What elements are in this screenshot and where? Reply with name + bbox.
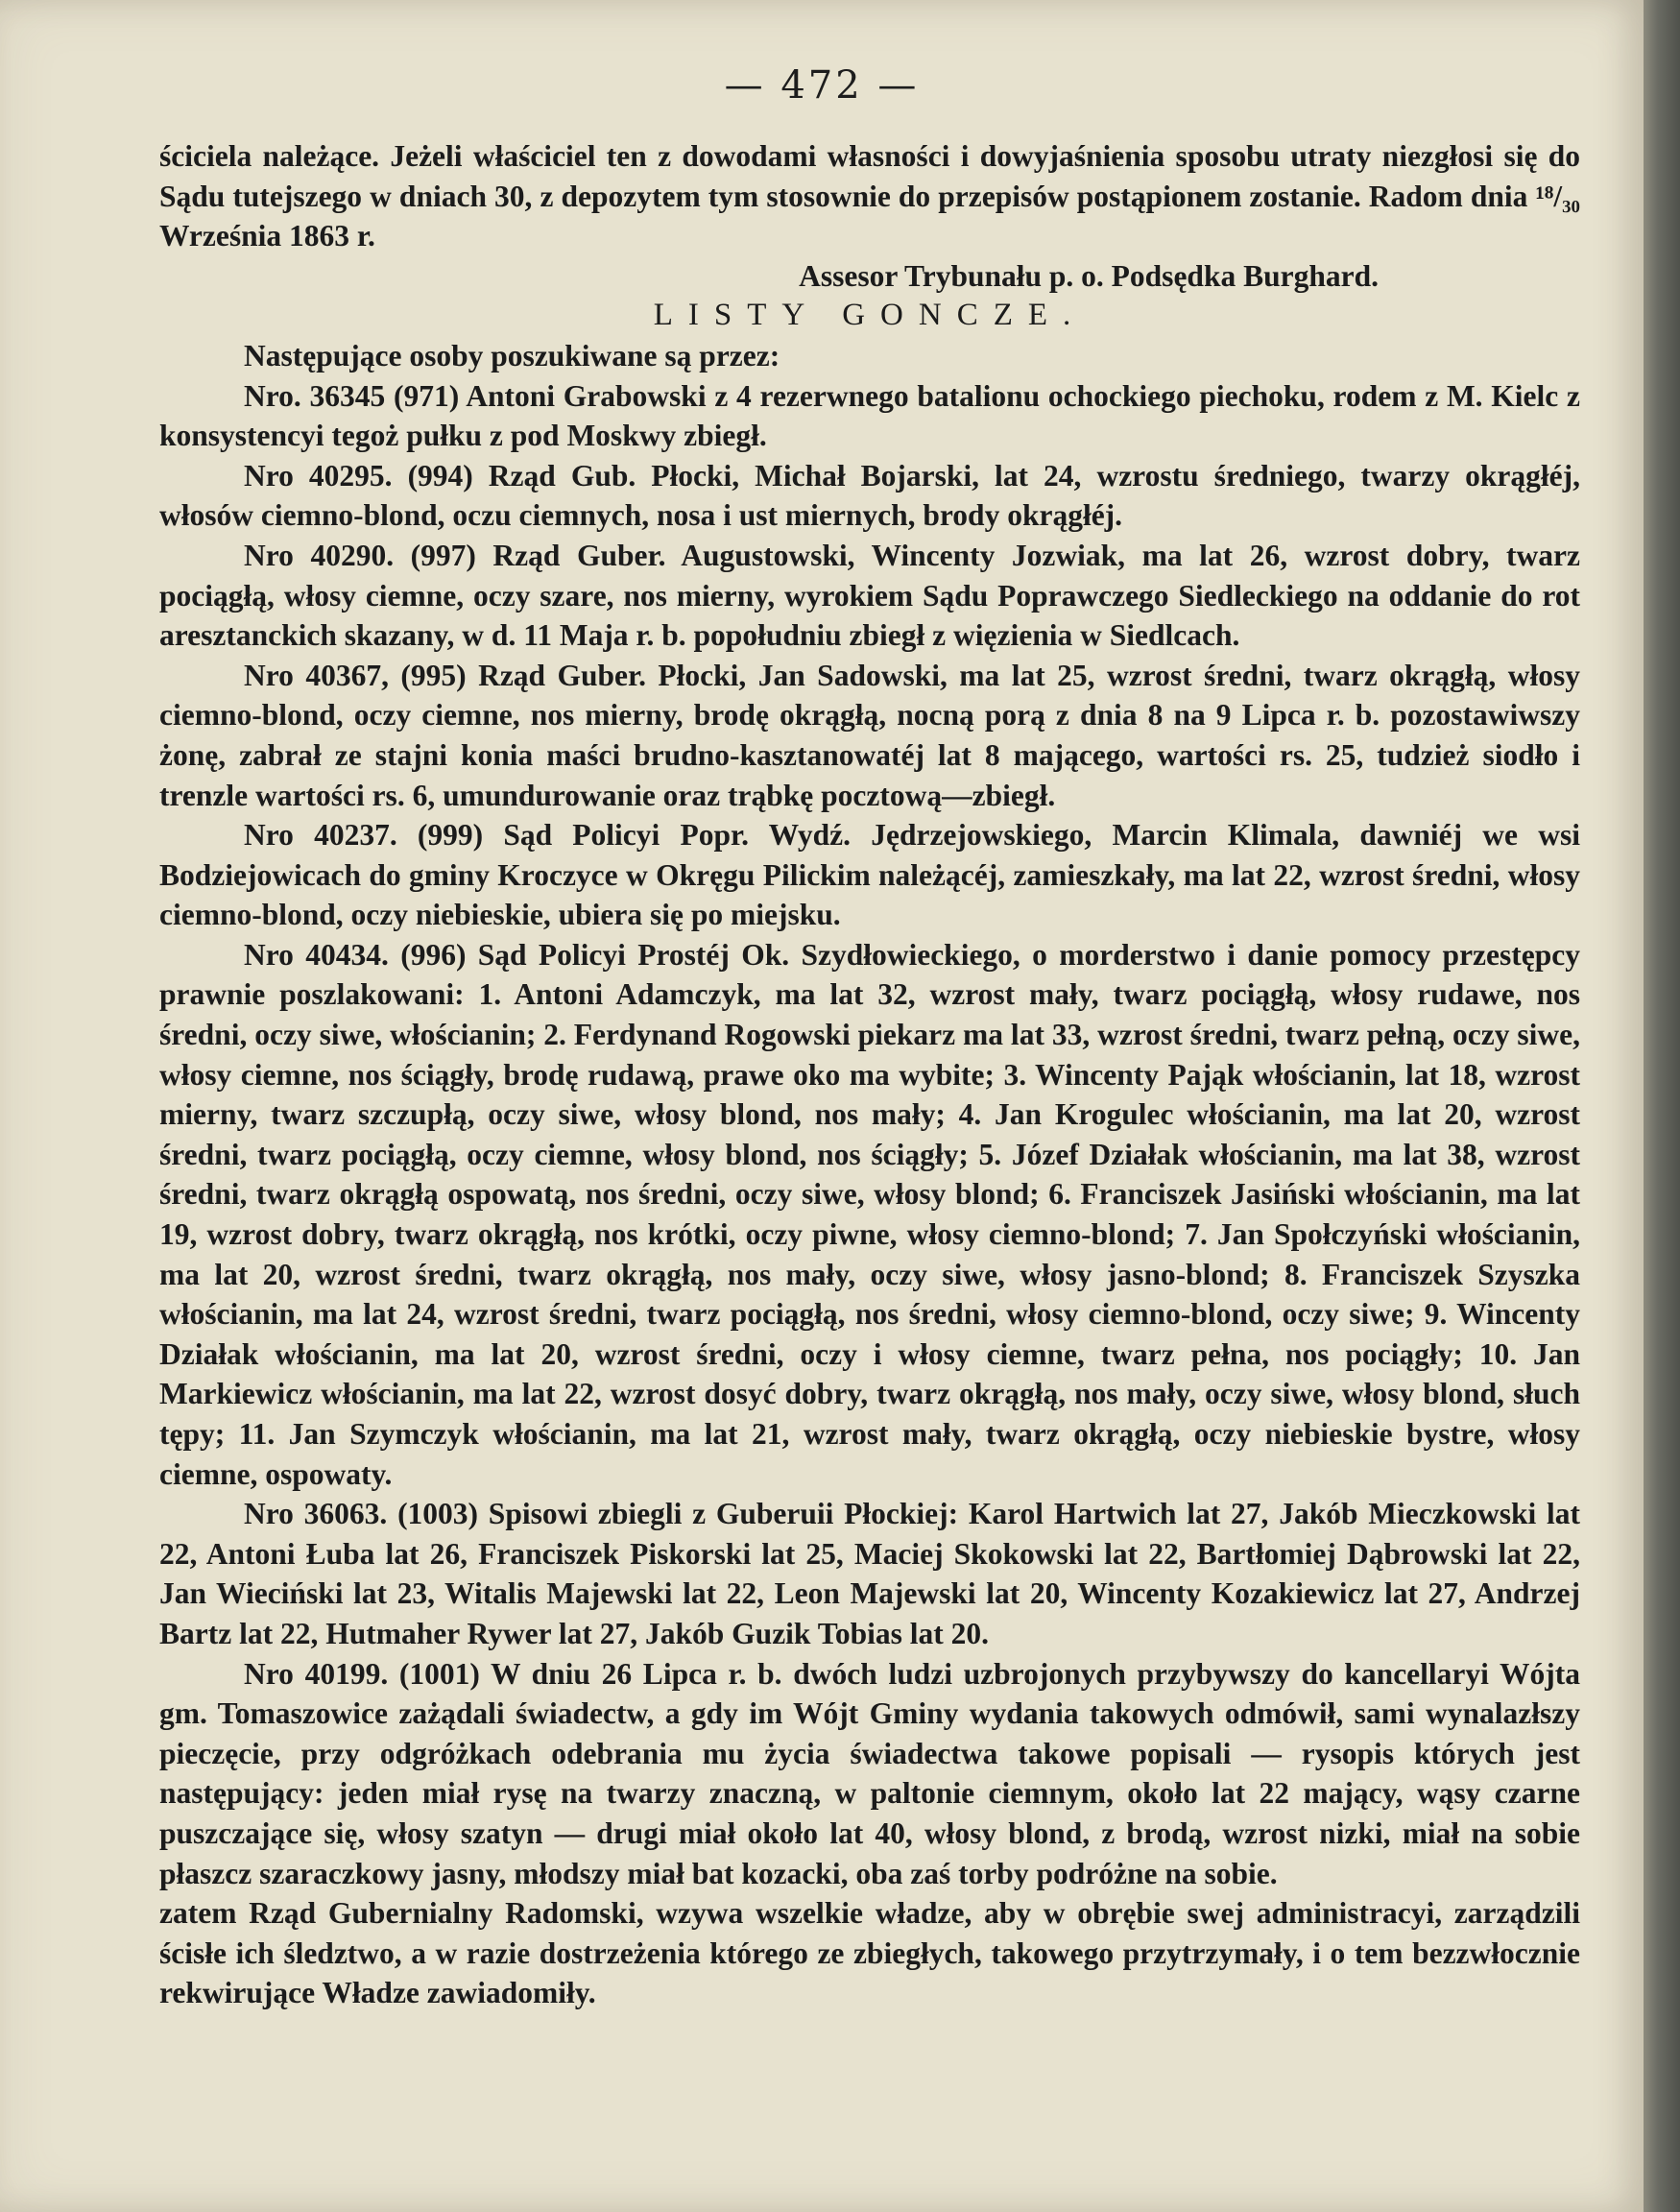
paragraph-entry: Nro 40290. (997) Rząd Guber. Augustowski, Wincenty Jozwiak, ma lat 26, wzrost dobry, twarz pociągłą, włosy ciemne, oczy szare, nos mierny, wyrokiem Sądu Poprawczego Siedleckiego na oddanie do rot aresztanckich skazany, w d. 11 Maja r. b. popołudniu zbiegł z więzienia w Siedlcach.: [159, 538, 1580, 653]
paragraph-entry: Nro 36063. (1003) Spisowi zbiegli z Guberuii Płockiej: Karol Hartwich lat 27, Jakób Mieczkowski lat 22, Antoni Łuba lat 26, Franciszek Piskorski lat 25, Maciej Skokowski lat 22, Bartłomiej Dąbrowski lat 22, Jan Wieciński lat 23, Witalis Majewski lat 22, Leon Majewski lat 20, Wincenty Kozakiewicz lat 27, Andrzej Bartz lat 22, Hutmaher Rywer lat 27, Jakób Guzik Tobias lat 20.: [159, 1497, 1580, 1650]
paragraph-intro: Następujące osoby poszukiwane są przez:: [244, 338, 780, 373]
paragraph-closing: zatem Rząd Gubernialny Radomski, wzywa wszelkie władze, aby w obrębie swej administracyi, zarządzili ścisłe ich śledztwo, a w razie dostrzeżenia którego ze zbiegłych, takowego przytrzymały, i o tem bezzwłocznie rekwirujące Władze zawiadomiły.: [159, 1896, 1580, 2010]
page-edge-shadow: [1644, 0, 1680, 2212]
section-heading: LISTY GONCZE.: [653, 298, 1087, 333]
paragraph-entry: Nro 40199. (1001) W dniu 26 Lipca r. b. dwóch ludzi uzbrojonych przybywszy do kancellaryi Wójta gm. Tomaszowice zażądali świadectw, a gdy im Wójt Gminy wydania takowych odmówił, sami wynalazłszy pieczęcie, przy odgróżkach odebrania mu życia świadectwa takowe popisali — rysopis których jest następujący: jeden miał rysę na twarzy znaczną, w paltonie ciemnym, około lat 22 mający, wąsy czarne puszczające się, włosy szatyn — drugi miał około lat 40, włosy blond, z brodą, wzrost nizki, miał na sobie płaszcz szaraczkowy jasny, młodszy miał bat kozacki, oba zaś torby podróżne na sobie.: [159, 1656, 1580, 1890]
paragraph-entry: Nro. 36345 (971) Antoni Grabowski z 4 rezerwnego batalionu ochockiego piechoku, rodem z M. Kielc z konsystencyi tegoż pułku z pod Moskwy zbiegł.: [159, 378, 1580, 453]
document-body: [159, 136, 1580, 2013]
page-number: — 472 —: [724, 63, 920, 108]
paragraph-entry: Nro 40434. (996) Sąd Policyi Prostéj Ok. Szydłowieckiego, o morderstwo i danie pomocy przestępcy prawnie poszlakowani: 1. Antoni Adamczyk, ma lat 32, wzrost mały, twarz pociągłą, włosy rudawe, nos średni, oczy siwe, włościanin; 2. Ferdynand Rogowski piekarz ma lat 33, wzrost średni, twarz pełną, oczy siwe, włosy ciemne, nos ściągły, brodę rudawą, prawe oko ma wybite; 3. Wincenty Pająk włościanin, lat 18, wzrost mierny, twarz szczupłą, oczy siwe, włosy blond, nos mały; 4. Jan Krogulec włościanin, ma lat 20, wzrost średni, twarz pociągłą, oczy ciemne, włosy blond, nos ściągły; 5. Józef Działak włościanin, ma lat 38, wzrost średni, twarz okrągłą ospowatą, nos średni, oczy siwe, włosy blond; 6. Franciszek Jasiński włościanin, ma lat 19, wzrost dobry, twarz okrągłą, nos krótki, oczy piwne, włosy ciemno-blond; 7. Jan Społczyński włościanin, ma lat 20, wzrost średni, twarz okrągłą, nos mały, oczy siwe, włosy jasno-blond; 8. Franciszek Szyszka włościanin, ma lat 24, wzrost średni, twarz pociągłą, nos średni, włosy ciemno-blond, oczy siwe; 9. Wincenty Działak włościanin, ma lat 20, wzrost średni, oczy i włosy ciemne, twarz pełna, nos pociągły; 10. Jan Markiewicz włościanin, ma lat 22, wzrost dosyć dobry, twarz okrągłą, nos mały, oczy siwe, włosy blond, słuch tępy; 11. Jan Szymczyk włościanin, ma lat 21, wzrost mały, twarz okrągłą, oczy niebieskie bystre, włosy ciemne, ospowaty.: [159, 937, 1580, 1491]
signature-line: Assesor Trybunału p. o. Podsędka Burghard.: [799, 258, 1379, 293]
paragraph-entry: Nro 40295. (994) Rząd Gub. Płocki, Michał Bojarski, lat 24, wzrostu średniego, twarzy okrągłéj, włosów ciemno-blond, oczu ciemnych, nosa i ust miernych, brody okrągłéj.: [159, 458, 1580, 533]
paragraph-notice-end: ściciela należące. Jeżeli właściciel ten z dowodami własności i dowyjaśnienia sposobu utraty niezgłosi się do Sądu tutejszego w dniach 30, z depozytem tym stosownie do przepisów postąpionem zostanie. Radom dnia ¹⁸/₃₀ Września 1863 r.: [159, 139, 1580, 253]
paragraph-entry: Nro 40367, (995) Rząd Guber. Płocki, Jan Sadowski, ma lat 25, wzrost średni, twarz okrągłą, włosy ciemno-blond, oczy ciemne, nos mierny, brodę okrągłą, nocną porą z dnia 8 na 9 Lipca r. b. pozostawiwszy żonę, zabrał ze stajni konia maści brudno-kasztanowatéj lat 8 mającego, wartości rs. 25, tudzież siodło i trenzle wartości rs. 6, umundurowanie oraz trąbkę pocztową—zbiegł.: [159, 658, 1580, 812]
paragraph-entry: Nro 40237. (999) Sąd Policyi Popr. Wydź. Jędrzejowskiego, Marcin Klimala, dawniéj we wsi Bodziejowicach do gminy Kroczyce w Okręgu Pilickim należącéj, zamieszkały, ma lat 22, wzrost średni, włosy ciemno-blond, oczy niebieskie, ubiera się po miejsku.: [159, 818, 1580, 932]
